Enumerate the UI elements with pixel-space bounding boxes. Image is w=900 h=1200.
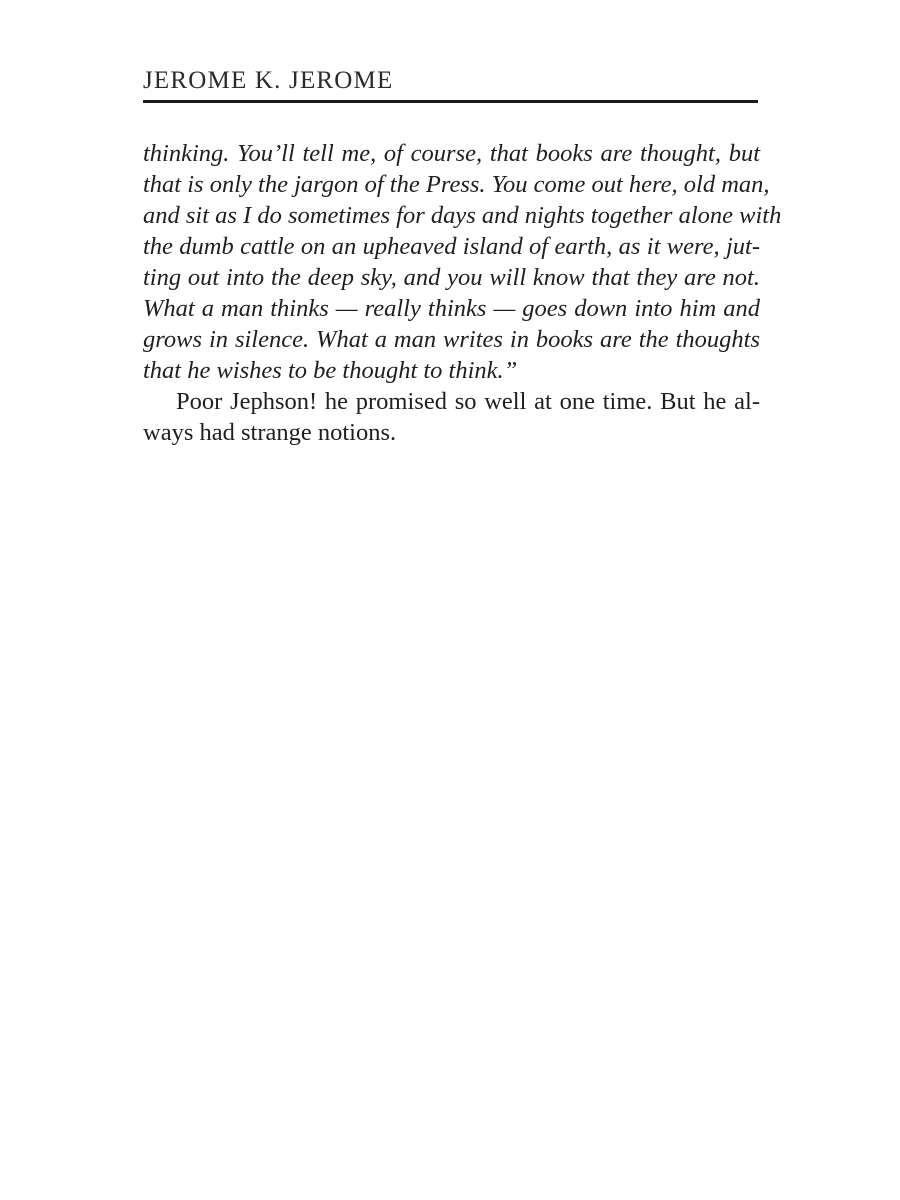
quoted-paragraph <box>143 138 782 386</box>
text-line: thinking. You’ll tell me, of course, that books are thought, but <box>143 140 760 167</box>
text-line: the dumb cattle on an upheaved island of earth, as it were, jut- <box>143 233 760 260</box>
body-text <box>143 138 782 448</box>
text-line: ways had strange notions. <box>143 419 397 446</box>
text-line: What a man thinks — really thinks — goes down into him and <box>143 295 760 322</box>
text-line: grows in silence. What a man writes in books are the thoughts <box>143 326 760 353</box>
closing-paragraph <box>143 386 760 448</box>
running-head: JEROME K. JEROME <box>143 67 394 94</box>
text-line: ting out into the deep sky, and you will know that they are not. <box>143 264 760 291</box>
text-line: and sit as I do sometimes for days and nights together alone with <box>143 202 782 229</box>
text-line: that is only the jargon of the Press. You come out here, old man, <box>143 171 770 198</box>
header-rule <box>143 100 758 103</box>
text-line: Poor Jephson! he promised so well at one time. But he al- <box>176 388 760 415</box>
text-line: that he wishes to be thought to think.” <box>143 357 518 384</box>
